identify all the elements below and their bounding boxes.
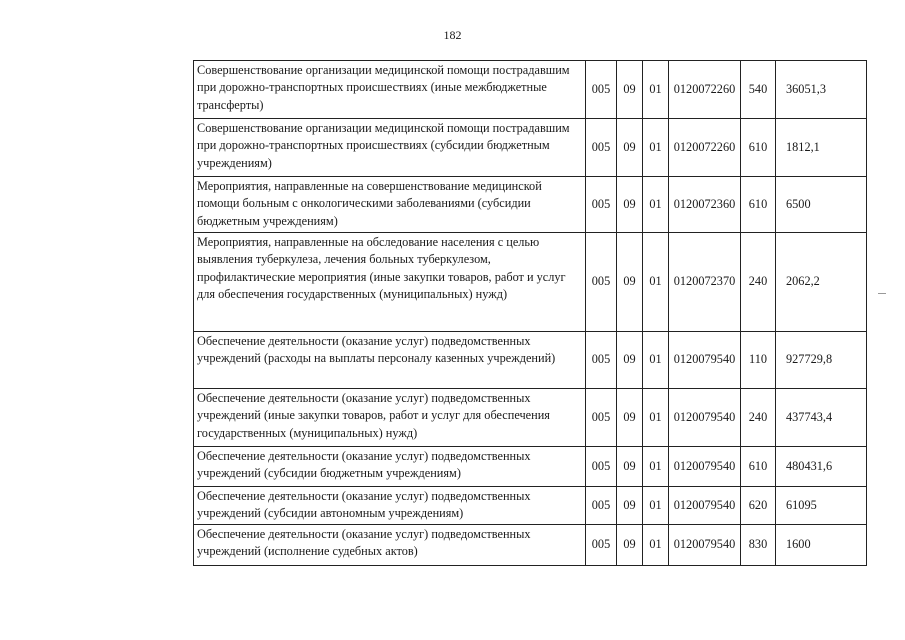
ministry-code: 005 (586, 487, 617, 525)
row-description: Обеспечение деятельности (оказание услуг) подведомственных учреждений (субсидии автономным учреждениям) (194, 487, 586, 525)
table-row (194, 487, 867, 525)
ministry-code: 005 (586, 447, 617, 487)
expense-type-code: 110 (741, 332, 776, 389)
amount: 6500 (776, 177, 867, 233)
subsection-code: 01 (643, 177, 669, 233)
section-code: 09 (617, 61, 643, 119)
target-article-code: 0120072370 (669, 233, 741, 332)
amount: 480431,6 (776, 447, 867, 487)
target-article-code: 0120072260 (669, 61, 741, 119)
expense-type-code: 830 (741, 525, 776, 566)
table-row (194, 332, 867, 389)
expense-type-code: 610 (741, 447, 776, 487)
amount: 36051,3 (776, 61, 867, 119)
expense-type-code: 240 (741, 233, 776, 332)
amount: 1600 (776, 525, 867, 566)
subsection-code: 01 (643, 119, 669, 177)
target-article-code: 0120072260 (669, 119, 741, 177)
target-article-code: 0120072360 (669, 177, 741, 233)
subsection-code: 01 (643, 389, 669, 447)
row-description: Обеспечение деятельности (оказание услуг) подведомственных учреждений (иные закупки товаров, работ и услуг для обеспечения государственных (муниципальных) нужд) (194, 389, 586, 447)
target-article-code: 0120079540 (669, 487, 741, 525)
section-code: 09 (617, 447, 643, 487)
subsection-code: 01 (643, 61, 669, 119)
scan-mark (878, 293, 886, 294)
ministry-code: 005 (586, 525, 617, 566)
expense-type-code: 610 (741, 119, 776, 177)
amount: 437743,4 (776, 389, 867, 447)
table-row (194, 119, 867, 177)
section-code: 09 (617, 487, 643, 525)
row-description: Обеспечение деятельности (оказание услуг) подведомственных учреждений (расходы на выплаты персоналу казенных учреждений) (194, 332, 586, 389)
budget-table (193, 60, 867, 566)
amount: 927729,8 (776, 332, 867, 389)
row-description: Мероприятия, направленные на обследование населения с целью выявления туберкулеза, лечения больных туберкулезом, профилактические мероприятия (иные закупки товаров, работ и услуг для обеспечения государственных (муниципальных) нужд) (194, 233, 586, 332)
section-code: 09 (617, 389, 643, 447)
expense-type-code: 540 (741, 61, 776, 119)
target-article-code: 0120079540 (669, 525, 741, 566)
table-row (194, 233, 867, 332)
target-article-code: 0120079540 (669, 332, 741, 389)
row-description: Мероприятия, направленные на совершенствование медицинской помощи больным с онкологическими заболеваниями (субсидии бюджетным учреждениям) (194, 177, 586, 233)
table-row (194, 177, 867, 233)
subsection-code: 01 (643, 447, 669, 487)
target-article-code: 0120079540 (669, 447, 741, 487)
expense-type-code: 620 (741, 487, 776, 525)
amount: 2062,2 (776, 233, 867, 332)
ministry-code: 005 (586, 233, 617, 332)
ministry-code: 005 (586, 389, 617, 447)
ministry-code: 005 (586, 177, 617, 233)
table-row (194, 389, 867, 447)
section-code: 09 (617, 177, 643, 233)
subsection-code: 01 (643, 233, 669, 332)
expense-type-code: 240 (741, 389, 776, 447)
table-row (194, 447, 867, 487)
table-row (194, 61, 867, 119)
subsection-code: 01 (643, 332, 669, 389)
section-code: 09 (617, 525, 643, 566)
ministry-code: 005 (586, 119, 617, 177)
subsection-code: 01 (643, 487, 669, 525)
amount: 61095 (776, 487, 867, 525)
section-code: 09 (617, 332, 643, 389)
subsection-code: 01 (643, 525, 669, 566)
row-description: Обеспечение деятельности (оказание услуг) подведомственных учреждений (субсидии бюджетным учреждениям) (194, 447, 586, 487)
section-code: 09 (617, 119, 643, 177)
ministry-code: 005 (586, 332, 617, 389)
ministry-code: 005 (586, 61, 617, 119)
row-description: Обеспечение деятельности (оказание услуг) подведомственных учреждений (исполнение судебных актов) (194, 525, 586, 566)
expense-type-code: 610 (741, 177, 776, 233)
target-article-code: 0120079540 (669, 389, 741, 447)
row-description: Совершенствование организации медицинской помощи пострадавшим при дорожно-транспортных происшествиях (иные межбюджетные трансферты) (194, 61, 586, 119)
table-row (194, 525, 867, 566)
amount: 1812,1 (776, 119, 867, 177)
row-description: Совершенствование организации медицинской помощи пострадавшим при дорожно-транспортных происшествиях (субсидии бюджетным учреждениям) (194, 119, 586, 177)
section-code: 09 (617, 233, 643, 332)
page-number: 182 (443, 28, 462, 42)
